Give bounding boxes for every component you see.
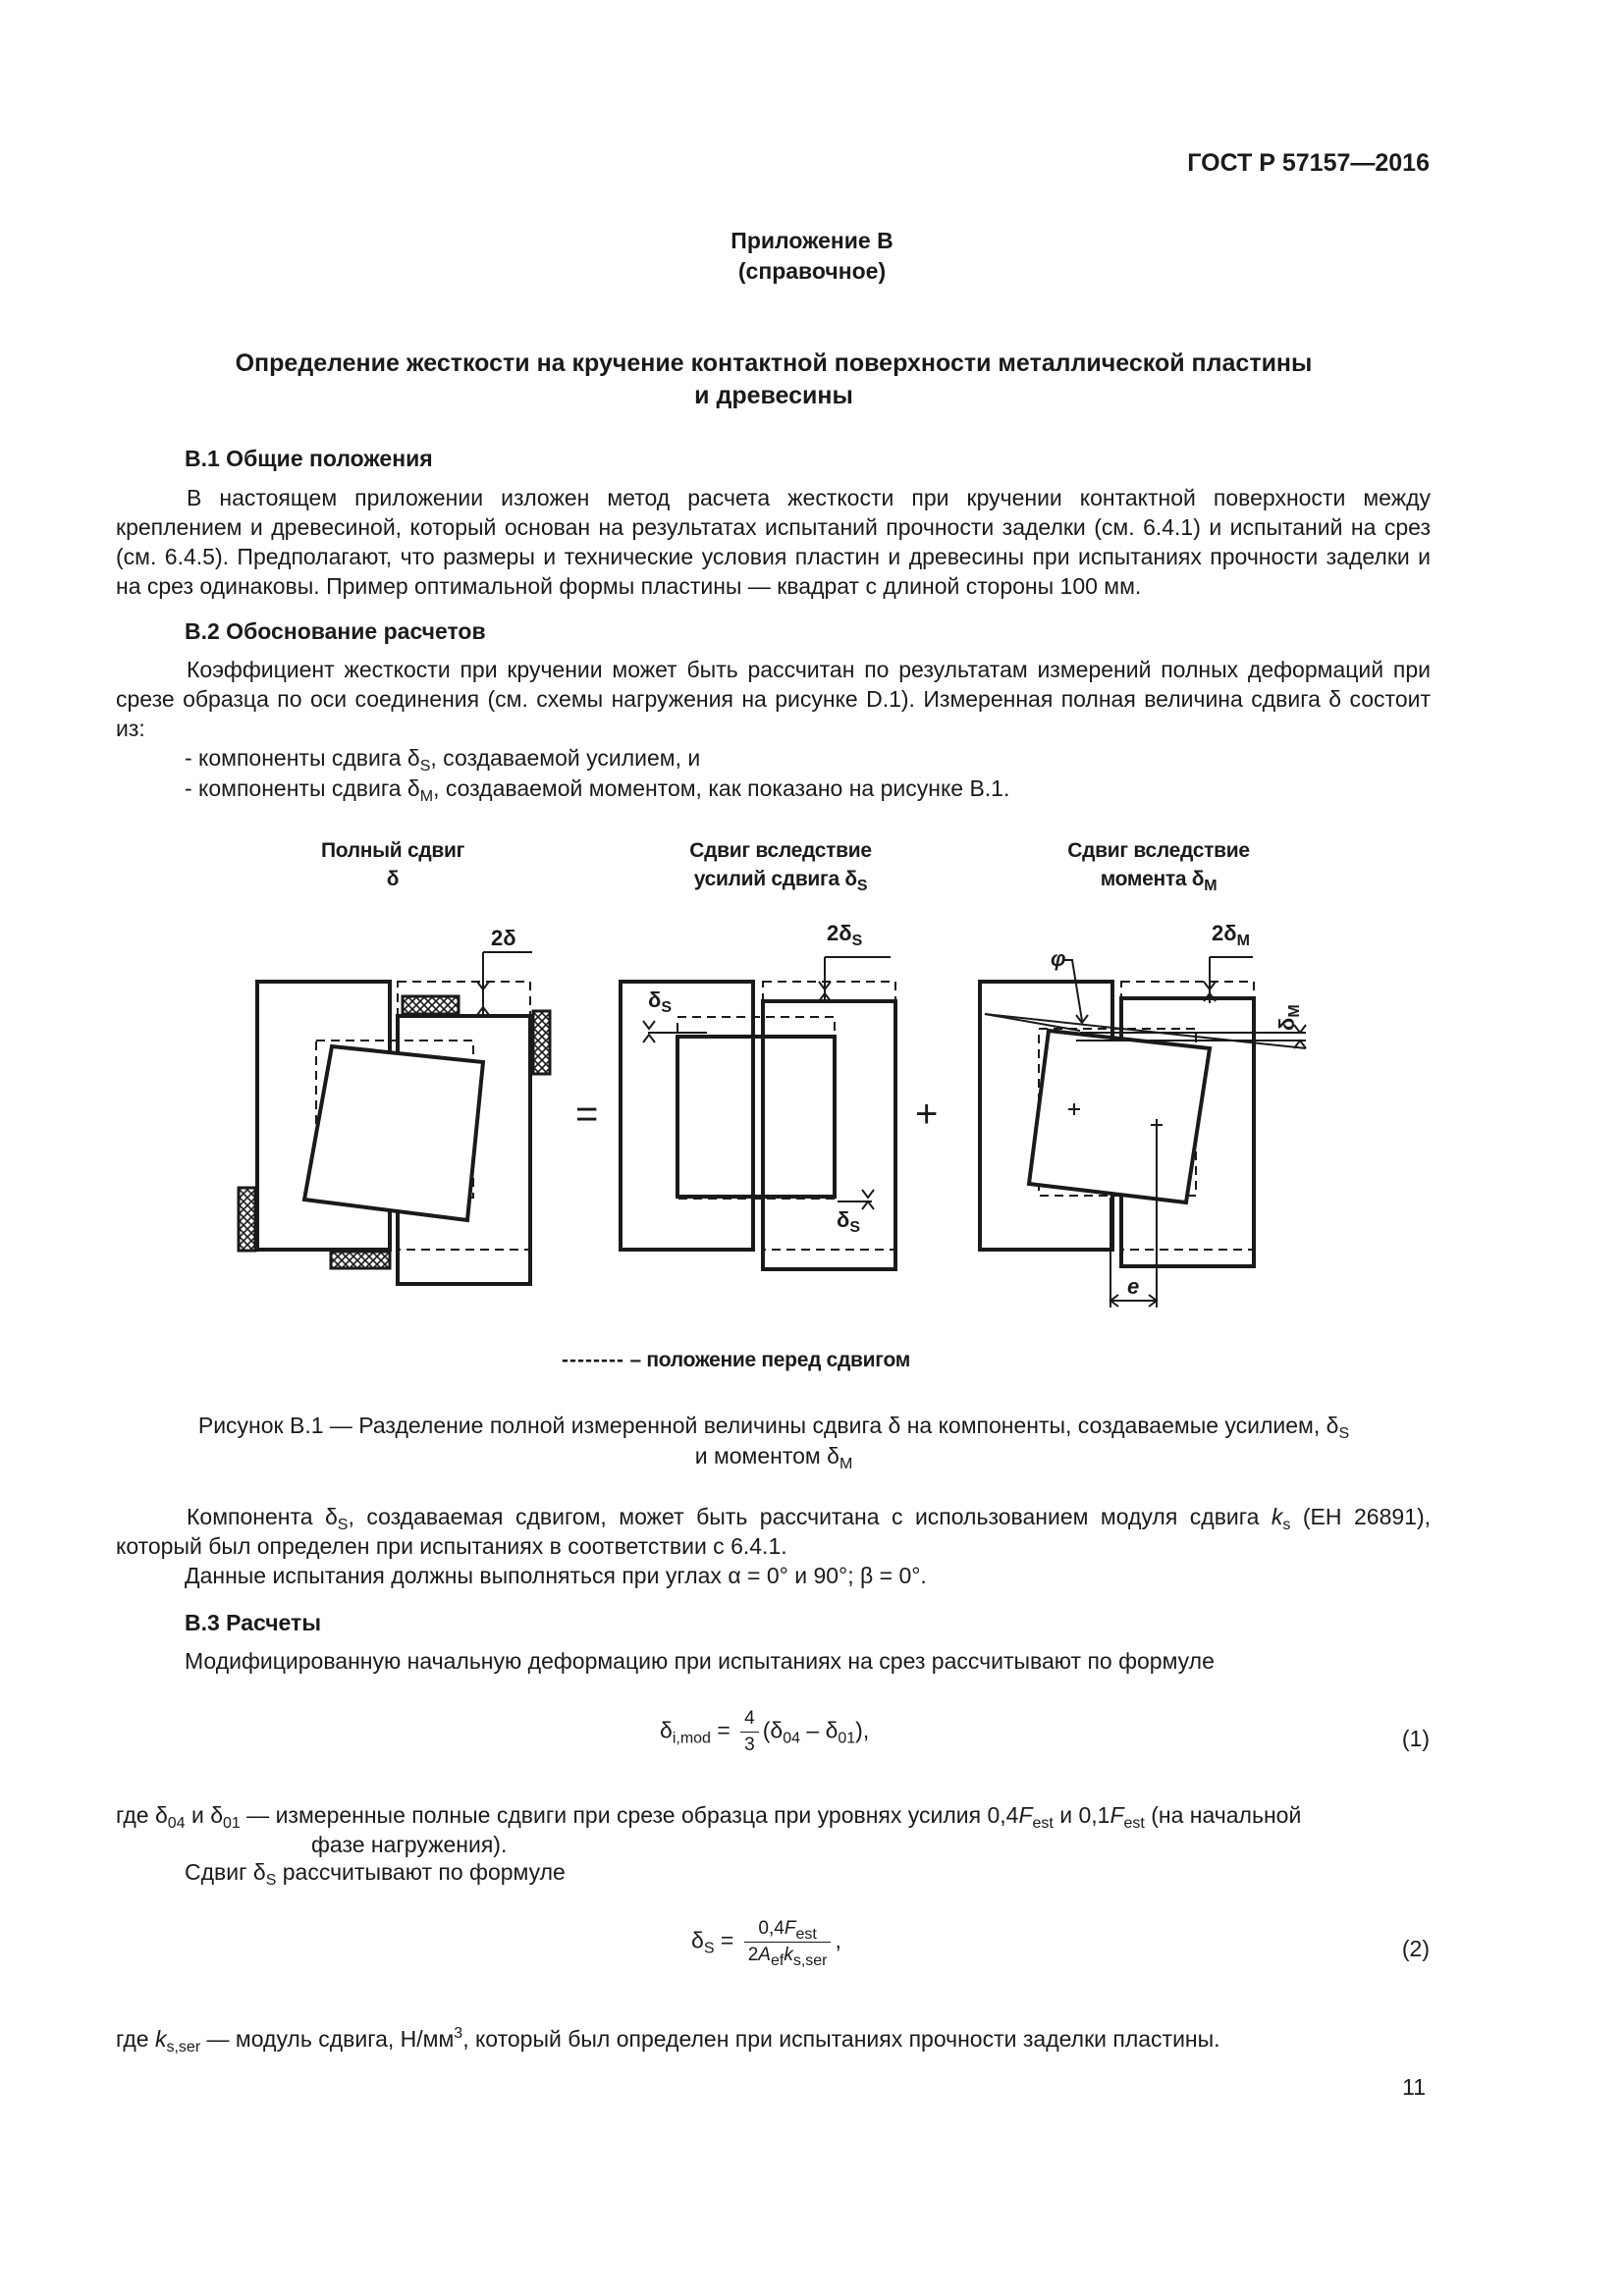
page-number: 11 (1402, 2074, 1426, 2100)
eccentricity-e: e (1127, 1274, 1140, 1299)
dim-delta-m: $\delta_M$ (1274, 1004, 1303, 1031)
formula1-where: где $\delta_{04}$ и $\delta_{01}$ — измеренные полные сдвиги при срезе образца при уровнях усилия $0,4F_{est}$ и $0,1F_{est}$ (на начальной фазе нагружения). (116, 1802, 1302, 1857)
formula-1-number: (1) (1401, 1726, 1430, 1751)
formula2-where: где $k_{s,ser}$ — модуль сдвига, $Н/мм^3$, который был определен при испытаниях прочности заделки пластины. (116, 2025, 1220, 2056)
bullet-force-component: - компоненты сдвига $\delta_S$, создаваемой усилием, и (185, 745, 701, 774)
bullet-moment-component: - компоненты сдвига $\delta_M$, создаваемой моментом, как показано на рисунке В.1. (185, 775, 1010, 805)
p2-right-member (763, 1001, 895, 1269)
annex-title: Приложение В (731, 228, 893, 253)
formula1-intro: Модифицированную начальную деформацию при испытаниях на срез рассчитывают по формуле (185, 1648, 1215, 1674)
section-b1-heading: В.1 Общие положения (185, 446, 433, 471)
test-angles-text: Данные испытания должны выполняться при углах α = 0° и 90°; β = 0°. (185, 1563, 927, 1588)
standard-number: ГОСТ Р 57157—2016 (1187, 149, 1430, 177)
section-b3-heading: В.3 Расчеты (185, 1610, 321, 1635)
p2-left-member (621, 982, 753, 1250)
formula-1: $\delta_{i,mod}$ = $\frac{4}{3}$ $(\delta_{04} - \delta_{01})$, (660, 1708, 870, 1755)
formula-2-number: (2) (1401, 1936, 1430, 1961)
section-b1-text: В настоящем приложении изложен метод расчета жесткости при кручении контактной поверхности между креплением и древесиной, который основан на результатах испытаний прочности заделки (см. 6.4.1) и испытаний на срез (см. 6.4.5). Предполагают, что размеры и технические условия пластин и древесины при испытаниях прочности заделки и на срез одинаковы. Пример оптимальной формы пластины — квадрат с длиной стороны 100 мм. (116, 485, 1431, 599)
p3-rotated-plate (1029, 1031, 1210, 1202)
p2-prev-right-dashed (763, 982, 895, 1250)
annex-type: (справочное) (737, 258, 887, 284)
p1-hatch-right (533, 1011, 550, 1074)
label-total-shear: Полный сдвиг δ (320, 839, 465, 890)
p1-hatch-bottom (331, 1252, 390, 1268)
section-b2-heading: В.2 Обоснование расчетов (185, 618, 486, 644)
p2-plate (677, 1037, 835, 1197)
dim-2delta-s: $2\delta_S$ (827, 921, 863, 949)
formula-2: $\delta_S$ = $\frac{0,4F_{est}}{2A_{ef}k_{s,ser}}$ , (691, 1918, 841, 1969)
p1-hatch-top (403, 996, 459, 1014)
angle-phi: φ (1051, 946, 1066, 971)
dim-delta-s-top: $\delta_S$ (648, 988, 673, 1016)
p1-hatch-left (239, 1188, 255, 1251)
dim-2delta: 2δ (491, 926, 516, 950)
figure-caption: Рисунок В.1 — Разделение полной измеренной величины сдвига δ на компоненты, создаваемые усилием, $\delta_S$ и моментом $\delta_M$ (197, 1413, 1350, 1472)
label-moment-shear: Сдвиг вследствие момента $\delta_M$ (1067, 839, 1250, 894)
dim-delta-s-bottom: $\delta_S$ (837, 1207, 861, 1236)
plus-sign: + (915, 1093, 939, 1136)
shear-component-text: Компонента $\delta_S$, создаваемая сдвигом, может быть рассчитана с использованием модуля сдвига $k_s$ (ЕН 26891), который был определен при испытаниях в соответствии с 6.4.1. (116, 1504, 1431, 1559)
dim-2delta-m: $2\delta_M$ (1212, 921, 1250, 949)
document-title-line1: Определение жесткости на кручение контактной поверхности металлической пластины (235, 349, 1313, 377)
p2-prev-plate-dashed (677, 1017, 835, 1199)
label-force-shear: Сдвиг вследствие усилий сдвига $\delta_S$ (689, 839, 872, 894)
section-b2-text: Коэффициент жесткости при кручении может быть рассчитан по результатам измерений полных деформаций при срезе образца по оси соединения (см. схемы нагружения на рисунке D.1). Измеренная полная величина сдвига δ состоит из: (116, 657, 1431, 741)
p1-rotated-plate (304, 1046, 483, 1220)
document-title-line2: и древесины (694, 382, 853, 409)
equals-sign: = (575, 1093, 599, 1136)
formula2-intro: Сдвиг $\delta_S$ рассчитывают по формуле (185, 1859, 566, 1889)
figure-legend: -------- – положение перед сдвигом (562, 1349, 910, 1371)
